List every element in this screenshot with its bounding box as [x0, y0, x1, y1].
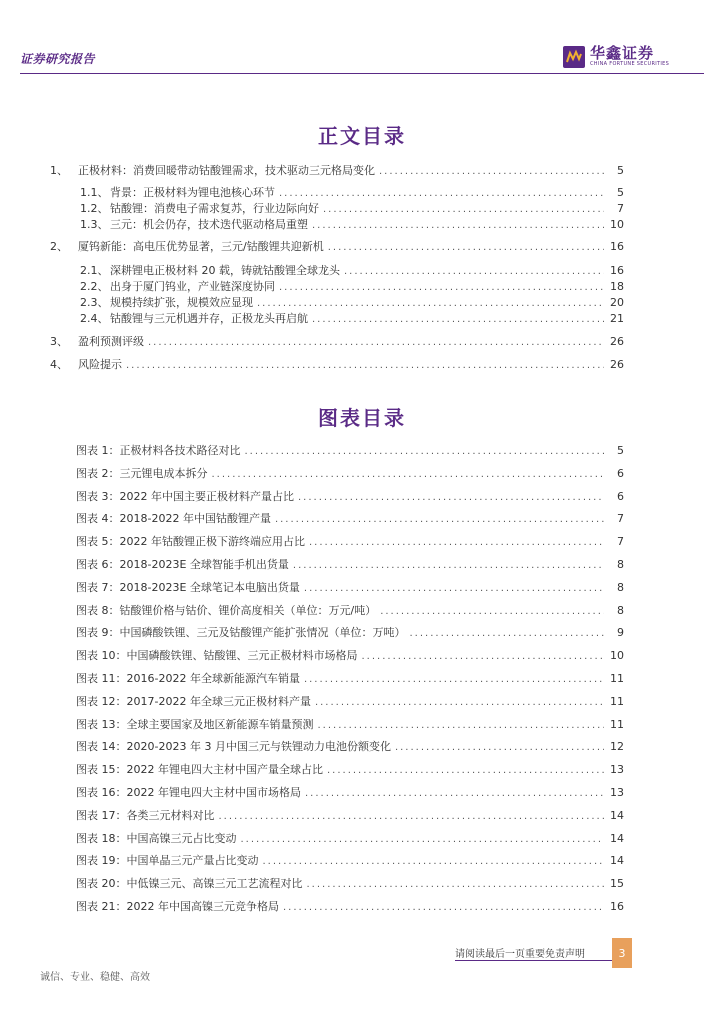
figure-entry-page: 8: [617, 604, 624, 617]
disclaimer-note: 请阅读最后一页重要免责声明: [455, 949, 585, 960]
figure-entry[interactable]: [76, 875, 624, 891]
figure-entry[interactable]: [76, 624, 624, 640]
page-number: 3: [612, 938, 632, 968]
dot-leader: [126, 360, 604, 371]
toc-entry[interactable]: [80, 216, 624, 232]
toc-entry[interactable]: [80, 200, 624, 216]
dot-leader: [327, 765, 604, 776]
figure-entry-page: 6: [617, 490, 624, 503]
figure-entry-label: 图表 10：中国磷酸铁锂、钴酸锂、三元正极材料市场格局: [76, 649, 358, 662]
dot-leader: [279, 188, 604, 199]
dot-leader: [323, 204, 604, 215]
figure-entry-label: 图表 11：2016-2022 年全球新能源汽车销量: [76, 672, 300, 685]
figure-entry[interactable]: [76, 898, 624, 914]
figure-entry[interactable]: [76, 556, 624, 572]
dot-leader: [257, 298, 604, 309]
figure-entry-page: 14: [610, 832, 624, 845]
figure-entry[interactable]: [76, 602, 624, 618]
toc-entry-label: 正极材料：消费回暖带动钴酸锂需求，技术驱动三元格局变化: [78, 164, 375, 177]
figure-entry[interactable]: [76, 533, 624, 549]
figure-entry-label: 图表 20：中低镍三元、高镍三元工艺流程对比: [76, 877, 303, 890]
figure-entry[interactable]: [76, 442, 624, 458]
toc-entry-label: 钴酸锂：消费电子需求复苏，行业边际向好: [110, 202, 319, 215]
figure-entry-page: 12: [610, 740, 624, 753]
figure-entry-label: 图表 4：2018-2022 年中国钴酸锂产量: [76, 512, 271, 525]
toc-entry-number: 3、: [50, 335, 68, 348]
toc-entry-label: 三元：机会仍存，技术迭代驱动格局重塑: [110, 218, 308, 231]
dot-leader: [312, 220, 604, 231]
logo-name-cn: 华鑫证券: [590, 44, 655, 62]
toc-entry-page: 7: [617, 202, 624, 215]
figure-entry-page: 9: [617, 626, 624, 639]
toc-entry[interactable]: [80, 310, 624, 326]
figure-entry[interactable]: [76, 852, 624, 868]
toc-entry[interactable]: [80, 294, 624, 310]
figure-entry-page: 10: [610, 649, 624, 662]
toc-entry-number: 4、: [50, 358, 68, 371]
figure-entry-page: 11: [610, 672, 624, 685]
figure-entry-page: 14: [610, 854, 624, 867]
figure-entry-page: 11: [610, 695, 624, 708]
figure-entry-label: 图表 2：三元锂电成本拆分: [76, 467, 208, 480]
toc-entry-number: 2、: [50, 240, 68, 253]
figure-entry-label: 图表 3：2022 年中国主要正极材料产量占比: [76, 490, 294, 503]
figure-entry-page: 7: [617, 535, 624, 548]
figure-entry-label: 图表 13：全球主要国家及地区新能源车销量预测: [76, 718, 314, 731]
figure-entry-label: 图表 7：2018-2023E 全球笔记本电脑出货量: [76, 581, 300, 594]
figure-entry-page: 8: [617, 581, 624, 594]
figure-entry-label: 图表 21：2022 年中国高镍三元竞争格局: [76, 900, 279, 913]
figure-entry-page: 7: [617, 512, 624, 525]
dot-leader: [312, 314, 604, 325]
toc-entry-label: 出身于厦门钨业，产业链深度协同: [110, 280, 275, 293]
figure-entry-page: 11: [610, 718, 624, 731]
figure-entry-label: 图表 16：2022 年锂电四大主材中国市场格局: [76, 786, 301, 799]
figure-entry-label: 图表 14：2020-2023 年 3 月中国三元与铁锂动力电池份额变化: [76, 740, 391, 753]
figure-entry[interactable]: [76, 830, 624, 846]
figure-entry-label: 图表 8：钴酸锂价格与钴价、锂价高度相关（单位：万元/吨）: [76, 604, 377, 617]
logo-name-en: CHINA FORTUNE SECURITIES: [590, 61, 670, 67]
dot-leader: [395, 742, 604, 753]
toc-entry-number: 1.1、: [80, 186, 109, 199]
figure-entry-label: 图表 19：中国单晶三元产量占比变动: [76, 854, 259, 867]
footer-divider: [455, 960, 623, 961]
toc-entry[interactable]: [80, 278, 624, 294]
dot-leader: [212, 469, 605, 480]
toc-entry-number: 2.3、: [80, 296, 109, 309]
figure-entry[interactable]: [76, 761, 624, 777]
figure-entry-page: 13: [610, 763, 624, 776]
toc-entry-label: 背景：正极材料为锂电池核心环节: [110, 186, 275, 199]
toc-entry[interactable]: [50, 333, 624, 349]
toc-entry-page: 10: [610, 218, 624, 231]
toc-entry-number: 1、: [50, 164, 68, 177]
figure-entry-label: 图表 5：2022 年钴酸锂正极下游终端应用占比: [76, 535, 305, 548]
dot-leader: [293, 560, 604, 571]
dot-leader: [283, 902, 604, 913]
figure-entry[interactable]: [76, 465, 624, 481]
figure-entry-page: 6: [617, 467, 624, 480]
dot-leader: [410, 628, 605, 639]
toc-entry-page: 26: [610, 335, 624, 348]
figure-entry-page: 14: [610, 809, 624, 822]
dot-leader: [380, 606, 604, 617]
toc-entry-page: 21: [610, 312, 624, 325]
figure-entry[interactable]: [76, 807, 624, 823]
figure-entry[interactable]: [76, 670, 624, 686]
figures-title: 图表目录: [318, 406, 406, 430]
dot-leader: [379, 166, 604, 177]
toc-entry-page: 16: [610, 264, 624, 277]
dot-leader: [315, 697, 604, 708]
figure-entry-label: 图表 6：2018-2023E 全球智能手机出货量: [76, 558, 289, 571]
toc-entry-label: 钴酸锂与三元机遇并存，正极龙头再启航: [110, 312, 308, 325]
dot-leader: [275, 514, 604, 525]
dot-leader: [298, 492, 604, 503]
figure-entry-label: 图表 15：2022 年锂电四大主材中国产量全球占比: [76, 763, 323, 776]
dot-leader: [245, 446, 605, 457]
report-type-label: 证券研究报告: [20, 52, 96, 66]
figure-entry-page: 13: [610, 786, 624, 799]
dot-leader: [263, 856, 605, 867]
figure-entry-label: 图表 17：各类三元材料对比: [76, 809, 215, 822]
toc-entry-label: 规模持续扩张，规模效应显现: [110, 296, 253, 309]
toc-entry-number: 2.2、: [80, 280, 109, 293]
toc-entry[interactable]: [80, 262, 624, 278]
dot-leader: [307, 879, 605, 890]
logo-icon: [563, 46, 585, 68]
toc-entry-page: 20: [610, 296, 624, 309]
figure-entry-label: 图表 18：中国高镍三元占比变动: [76, 832, 237, 845]
toc-entry-label: 风险提示: [78, 358, 122, 371]
figure-entry[interactable]: [76, 693, 624, 709]
toc-entry-number: 2.1、: [80, 264, 109, 277]
toc-entry-page: 16: [610, 240, 624, 253]
figure-entry-page: 16: [610, 900, 624, 913]
dot-leader: [328, 242, 604, 253]
toc-entry[interactable]: [80, 184, 624, 200]
toc-entry-page: 5: [617, 186, 624, 199]
dot-leader: [219, 811, 605, 822]
toc-entry-number: 1.2、: [80, 202, 109, 215]
company-logo: [563, 45, 669, 68]
figure-entry[interactable]: [76, 716, 624, 732]
figure-entry-page: 15: [610, 877, 624, 890]
toc-entry[interactable]: [50, 162, 624, 178]
figure-entry-label: 图表 12：2017-2022 年全球三元正极材料产量: [76, 695, 311, 708]
figure-entry-page: 5: [617, 444, 624, 457]
toc-entry-label: 盈利预测评级: [78, 335, 144, 348]
company-motto: 诚信、专业、稳健、高效: [40, 972, 150, 983]
toc-entry-number: 1.3、: [80, 218, 109, 231]
toc-entry-number: 2.4、: [80, 312, 109, 325]
toc-entry-label: 厦钨新能：高电压优势显著，三元/钴酸锂共迎新机: [78, 240, 324, 253]
figure-entry[interactable]: [76, 510, 624, 526]
dot-leader: [309, 537, 604, 548]
dot-leader: [362, 651, 605, 662]
figure-entry[interactable]: [76, 784, 624, 800]
dot-leader: [148, 337, 604, 348]
dot-leader: [279, 282, 604, 293]
dot-leader: [305, 788, 604, 799]
figure-entry[interactable]: [76, 738, 624, 754]
toc-entry-label: 深耕锂电正极材料 20 载，铸就钴酸锂全球龙头: [110, 264, 340, 277]
figure-entry-label: 图表 9：中国磷酸铁锂、三元及钴酸锂产能扩张情况（单位：万吨）: [76, 626, 406, 639]
dot-leader: [241, 834, 605, 845]
toc-title: 正文目录: [318, 124, 406, 148]
toc-entry-page: 26: [610, 358, 624, 371]
toc-entry[interactable]: [50, 356, 624, 372]
figure-entry-label: 图表 1：正极材料各技术路径对比: [76, 444, 241, 457]
dot-leader: [344, 266, 604, 277]
figure-entry[interactable]: [76, 488, 624, 504]
toc-entry-page: 18: [610, 280, 624, 293]
dot-leader: [304, 674, 604, 685]
figure-entry[interactable]: [76, 579, 624, 595]
figure-entry-page: 8: [617, 558, 624, 571]
toc-entry-page: 5: [617, 164, 624, 177]
header-divider: [20, 73, 704, 74]
dot-leader: [318, 720, 605, 731]
figure-entry[interactable]: [76, 647, 624, 663]
toc-entry[interactable]: [50, 238, 624, 254]
dot-leader: [304, 583, 604, 594]
